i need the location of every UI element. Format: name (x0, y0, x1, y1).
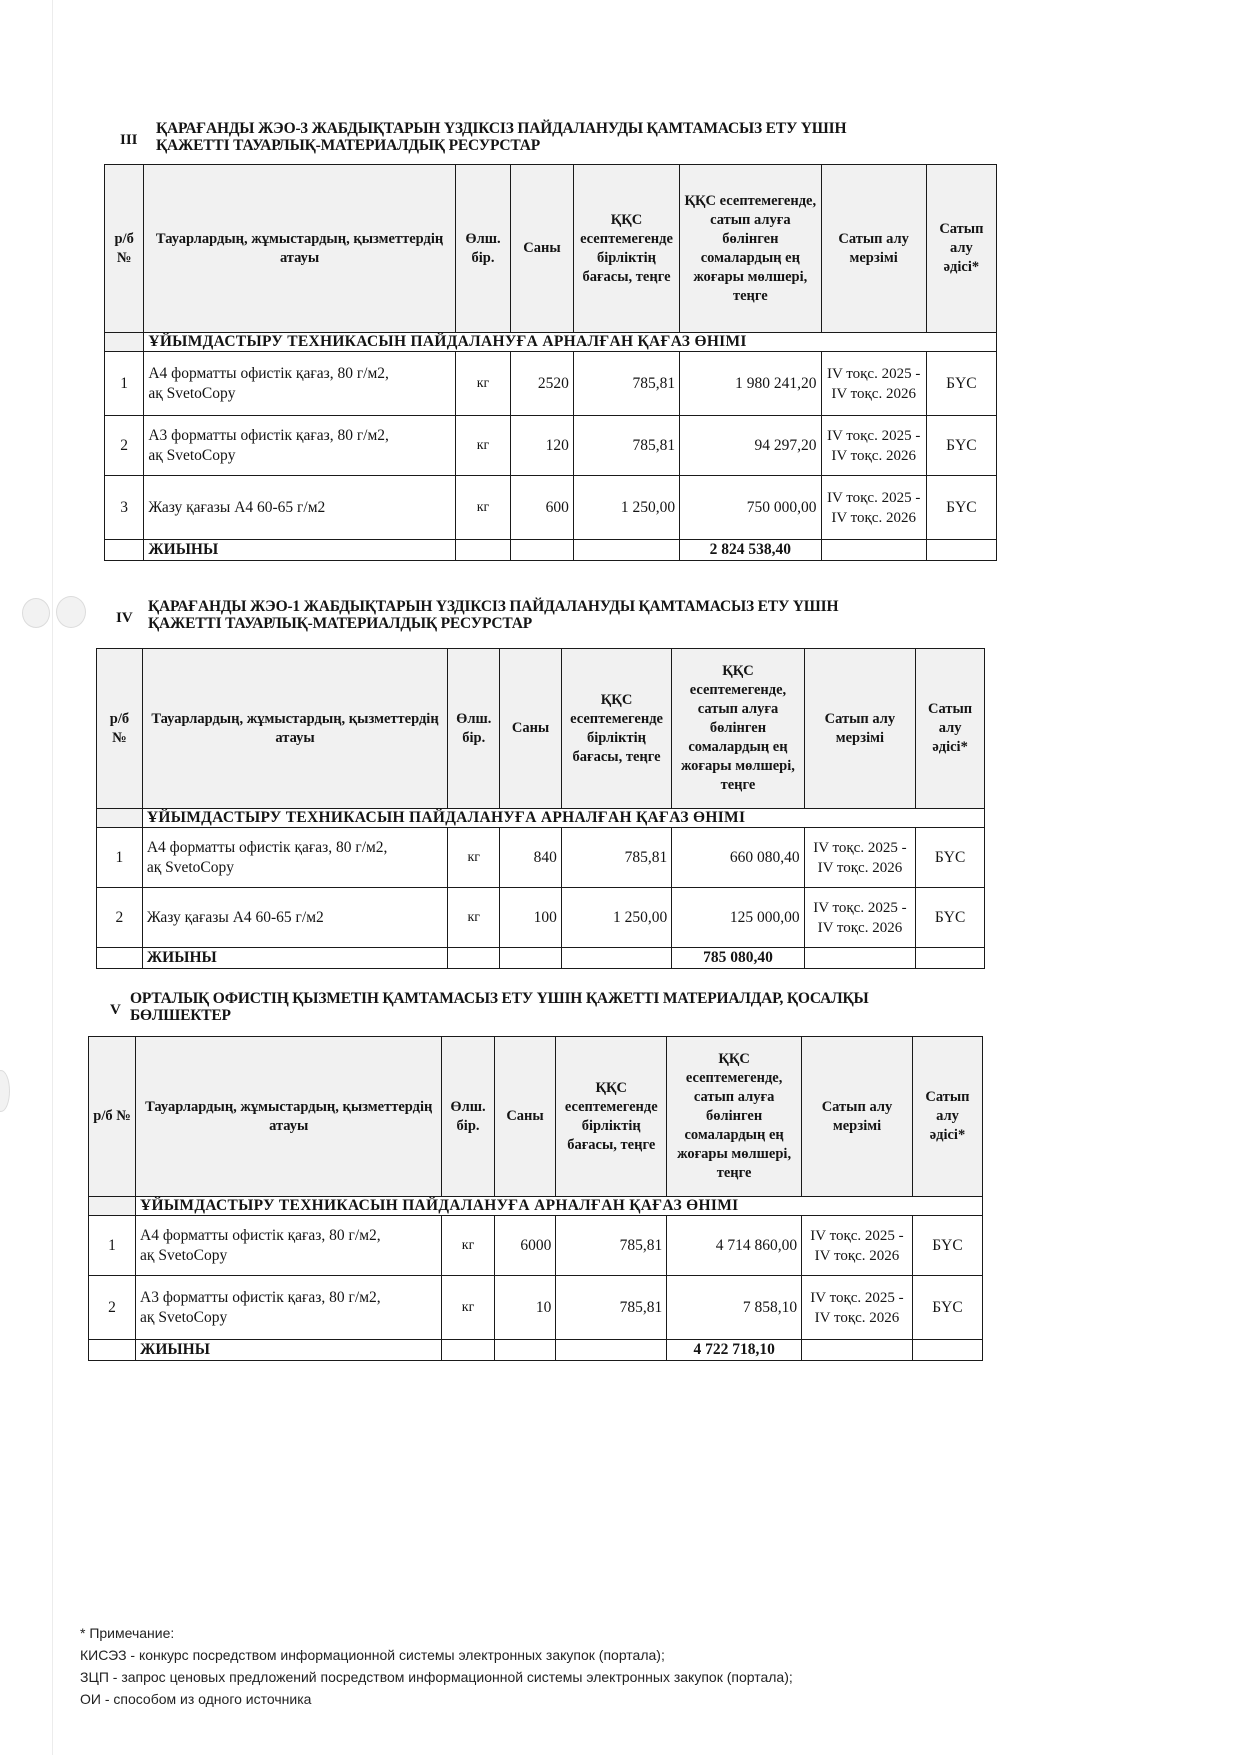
header-row (97, 649, 985, 809)
col-method-header: Сатып алу әдісі* (912, 1037, 982, 1197)
col-method-header: Сатып алу әдісі* (916, 649, 985, 809)
footnote-line: КИСЭЗ - конкурс посредством информационной системы электронных закупок (портала); (80, 1647, 665, 1663)
col-amount-header: ҚҚС есептемегенде, сатып алуға бөлінген сомалардың ең жоғары мөлшері, теңге (680, 165, 821, 333)
total-label: ЖИЫНЫ (144, 540, 456, 561)
header-row (105, 165, 997, 333)
item-name: А4 форматты офистік қағаз, 80 г/м2, ақ SvetoCopy (136, 1216, 442, 1276)
scan-fold-line (52, 0, 53, 1755)
col-name-header: Тауарлардың, жұмыстардың, қызметтердің атауы (136, 1037, 442, 1197)
item-name: А4 форматты офистік қағаз, 80 г/м2, ақ SvetoCopy (144, 352, 456, 416)
total-amount: 4 722 718,10 (667, 1340, 802, 1361)
item-name: А4 форматты офистік қағаз, 80 г/м2, ақ SvetoCopy (142, 828, 447, 888)
col-price-header: ҚҚС есептемегенде бірліктің бағасы, теңге (556, 1037, 667, 1197)
section-number: V (110, 1002, 121, 1018)
section-title: ОРТАЛЫҚ ОФИСТІҢ ҚЫЗМЕТІН ҚАМТАМАСЫЗ ЕТУ ҮШІН ҚАЖЕТТІ МАТЕРИАЛДАР, ҚОСАЛҚЫ БӨЛШЕКТЕР (130, 990, 869, 1024)
item-name: А3 форматты офистік қағаз, 80 г/м2, ақ SvetoCopy (144, 416, 456, 476)
footnote-line: ЗЦП - запрос ценовых предложений посредством информационной системы электронных закупок (портала); (80, 1669, 793, 1685)
item-name: Жазу қағазы А4 60-65 г/м2 (144, 476, 456, 540)
col-amount-header: ҚҚС есептемегенде, сатып алуға бөлінген сомалардың ең жоғары мөлшері, теңге (667, 1037, 802, 1197)
col-unit-header: Өлш. бір. (442, 1037, 494, 1197)
col-name-header: Тауарлардың, жұмыстардың, қызметтердің атауы (142, 649, 447, 809)
col-price-header: ҚҚС есептемегенде бірліктің бағасы, теңге (573, 165, 679, 333)
total-label: ЖИЫНЫ (136, 1340, 442, 1361)
table-row: 1 А4 форматты офистік қағаз, 80 г/м2, ақ SvetoCopy кг 840 785,81 660 080,40 IV тоқс. 2025 - IV тоқс. 2026 БҮС (97, 828, 985, 888)
procurement-table-v (88, 1036, 983, 1361)
col-qty-header: Саны (511, 165, 574, 333)
item-name: Жазу қағазы А4 60-65 г/м2 (142, 888, 447, 948)
col-name-header: Тауарлардың, жұмыстардың, қызметтердің атауы (144, 165, 456, 333)
category-row (89, 1197, 983, 1216)
col-amount-header: ҚҚС есептемегенде, сатып алуға бөлінген сомалардың ең жоғары мөлшері, теңге (672, 649, 804, 809)
col-term-header: Сатып алу мерзімі (821, 165, 926, 333)
punch-hole-edge (0, 1070, 10, 1112)
category-row (105, 333, 997, 352)
col-no-header: р/б № (97, 649, 143, 809)
section-title: ҚАРАҒАНДЫ ЖЭО-3 ЖАБДЫҚТАРЫН ҮЗДІКСІЗ ПАЙДАЛАНУДЫ ҚАМТАМАСЫЗ ЕТУ ҮШІН ҚАЖЕТТІ ТАУАРЛЫҚ-МАТЕРИАЛДЫҚ РЕСУРСТАР (156, 120, 847, 154)
col-qty-header: Саны (494, 1037, 556, 1197)
col-no-header: р/б № (89, 1037, 136, 1197)
category-row (97, 809, 985, 828)
total-row (97, 948, 985, 969)
total-row (89, 1340, 983, 1361)
col-unit-header: Өлш. бір. (448, 649, 500, 809)
table-row: 2 Жазу қағазы А4 60-65 г/м2 кг 100 1 250,00 125 000,00 IV тоқс. 2025 - IV тоқс. 2026 БҮС (97, 888, 985, 948)
col-no-header: р/б № (105, 165, 144, 333)
header-row (89, 1037, 983, 1197)
total-row (105, 540, 997, 561)
footnote-line: ОИ - способом из одного источника (80, 1691, 312, 1707)
col-qty-header: Саны (500, 649, 561, 809)
section-number: III (120, 132, 138, 148)
total-label: ЖИЫНЫ (142, 948, 447, 969)
footnote-title: * Примечание: (80, 1625, 175, 1641)
procurement-table-iii (104, 164, 997, 561)
table-row: 1 А4 форматты офистік қағаз, 80 г/м2, ақ SvetoCopy кг 6000 785,81 4 714 860,00 IV тоқс. 2025 - IV тоқс. 2026 БҮС (89, 1216, 983, 1276)
section-number: IV (116, 610, 133, 626)
category-label: ҰЙЫМДАСТЫРУ ТЕХНИКАСЫН ПАЙДАЛАНУҒА АРНАЛҒАН ҚАҒАЗ ӨНІМІ (136, 1197, 983, 1216)
table-row: 2 А3 форматты офистік қағаз, 80 г/м2, ақ SvetoCopy кг 10 785,81 7 858,10 IV тоқс. 2025 - IV тоқс. 2026 БҮС (89, 1276, 983, 1340)
col-term-header: Сатып алу мерзімі (802, 1037, 913, 1197)
table-row: 3 Жазу қағазы А4 60-65 г/м2 кг 600 1 250,00 750 000,00 IV тоқс. 2025 - IV тоқс. 2026 БҮС (105, 476, 997, 540)
punch-hole-left (22, 598, 50, 628)
total-amount: 785 080,40 (672, 948, 804, 969)
col-unit-header: Өлш. бір. (455, 165, 510, 333)
col-term-header: Сатып алу мерзімі (804, 649, 916, 809)
section-title: ҚАРАҒАНДЫ ЖЭО-1 ЖАБДЫҚТАРЫН ҮЗДІКСІЗ ПАЙДАЛАНУДЫ ҚАМТАМАСЫЗ ЕТУ ҮШІН ҚАЖЕТТІ ТАУАРЛЫҚ-МАТЕРИАЛДЫҚ РЕСУРСТАР (148, 598, 839, 632)
total-amount: 2 824 538,40 (680, 540, 821, 561)
col-price-header: ҚҚС есептемегенде бірліктің бағасы, теңге (561, 649, 671, 809)
table-row: 1 А4 форматты офистік қағаз, 80 г/м2, ақ SvetoCopy кг 2520 785,81 1 980 241,20 IV тоқс. 2025 - IV тоқс. 2026 БҮС (105, 352, 997, 416)
col-method-header: Сатып алу әдісі* (926, 165, 996, 333)
footnote (80, 1622, 793, 1710)
category-label: ҰЙЫМДАСТЫРУ ТЕХНИКАСЫН ПАЙДАЛАНУҒА АРНАЛҒАН ҚАҒАЗ ӨНІМІ (142, 809, 984, 828)
category-label: ҰЙЫМДАСТЫРУ ТЕХНИКАСЫН ПАЙДАЛАНУҒА АРНАЛҒАН ҚАҒАЗ ӨНІМІ (144, 333, 997, 352)
punch-hole-right (56, 596, 86, 628)
table-row: 2 А3 форматты офистік қағаз, 80 г/м2, ақ SvetoCopy кг 120 785,81 94 297,20 IV тоқс. 2025 - IV тоқс. 2026 БҮС (105, 416, 997, 476)
item-name: А3 форматты офистік қағаз, 80 г/м2, ақ SvetoCopy (136, 1276, 442, 1340)
procurement-table-iv (96, 648, 985, 969)
